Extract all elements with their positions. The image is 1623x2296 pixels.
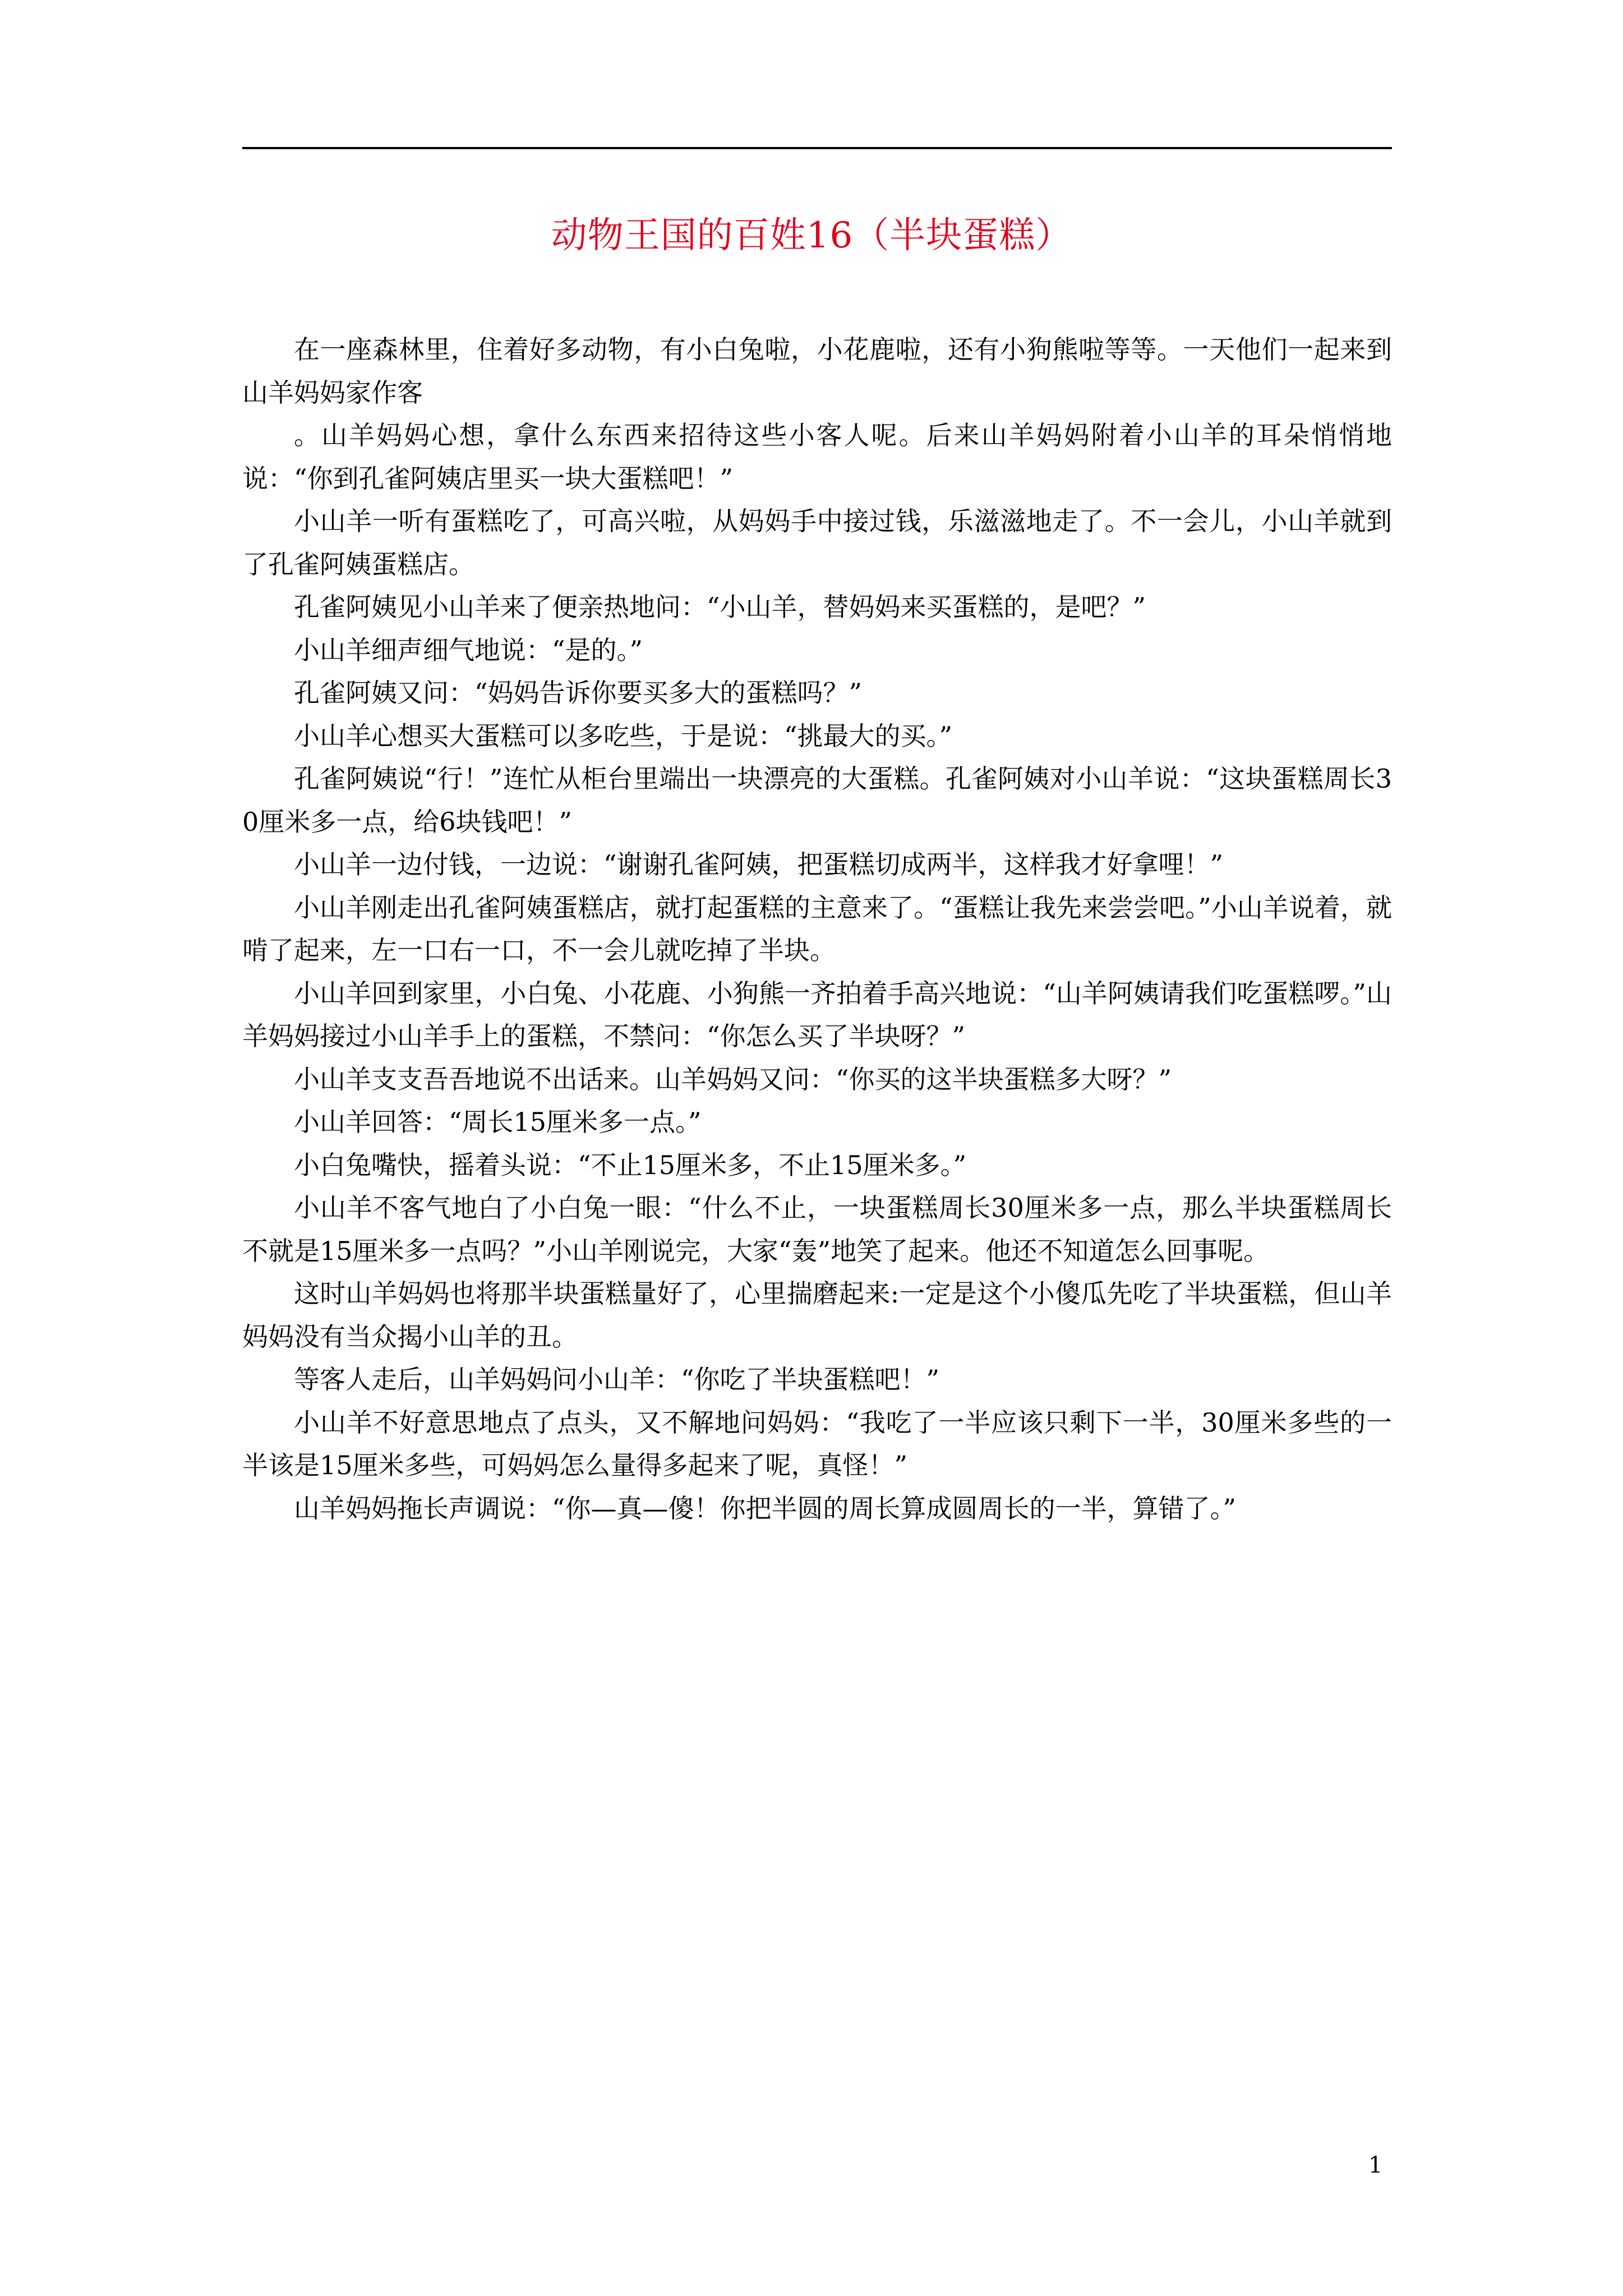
paragraph: 孔雀阿姨见小山羊来了便亲热地问：“小山羊，替妈妈来买蛋糕的，是吧？” — [294, 592, 1146, 622]
paragraph: 小山羊细声细气地说：“是的。” — [294, 634, 643, 665]
paragraph: 小山羊回到家里，小白兔、小花鹿、小狗熊一齐拍着手高兴地说：“山羊阿姨请我们吃蛋糕啰。”山羊妈妈接过小山羊手上的蛋糕，不禁问：“你怎么买了半块呀？” — [242, 978, 1392, 1051]
paragraph: 小山羊回答：“周长15厘米多一点。” — [294, 1107, 702, 1137]
paragraph: 这时山羊妈妈也将那半块蛋糕量好了，心里揣磨起来:一定是这个小傻瓜先吃了半块蛋糕，但山羊妈妈没有当众揭小山羊的丑。 — [242, 1278, 1392, 1352]
header-rule — [242, 147, 1392, 149]
paragraph: 孔雀阿姨说“行！”连忙从柜台里端出一块漂亮的大蛋糕。孔雀阿姨对小山羊说：“这块蛋糕周长30厘米多一点，给6块钱吧！” — [242, 763, 1392, 837]
paragraph: 等客人走后，山羊妈妈问小山羊：“你吃了半块蛋糕吧！” — [294, 1364, 940, 1395]
paragraph: 。山羊妈妈心想，拿什么东西来招待这些小客人呢。后来山羊妈妈附着小山羊的耳朵悄悄地说：“你到孔雀阿姨店里买一块大蛋糕吧！” — [242, 420, 1392, 494]
paragraph: 小白兔嘴快，摇着头说：“不止15厘米多，不止15厘米多。” — [294, 1149, 967, 1180]
paragraph: 小山羊不客气地白了小白兔一眼：“什么不止，一块蛋糕周长30厘米多一点，那么半块蛋糕周长不就是15厘米多一点吗？”小山羊刚说完，大家“轰”地笑了起来。他还不知道怎么回事呢。 — [242, 1193, 1392, 1266]
paragraph: 山羊妈妈拖长声调说：“你—真—傻！你把半圆的周长算成圆周长的一半，算错了。” — [294, 1493, 1237, 1524]
paragraph: 小山羊不好意思地点了点头，又不解地问妈妈：“我吃了一半应该只剩下一半，30厘米多些的一半该是15厘米多些，可妈妈怎么量得多起来了呢，真怪！” — [242, 1407, 1392, 1480]
paragraph: 小山羊刚走出孔雀阿姨蛋糕店，就打起蛋糕的主意来了。“蛋糕让我先来尝尝吧。”小山羊说着，就啃了起来，左一口右一口，不一会儿就吃掉了半块。 — [242, 892, 1392, 965]
paragraph: 小山羊心想买大蛋糕可以多吃些，于是说：“挑最大的买。” — [294, 720, 953, 751]
paragraph: 小山羊一边付钱，一边说：“谢谢孔雀阿姨，把蛋糕切成两半，这样我才好拿哩！” — [294, 849, 1224, 880]
paragraph: 在一座森林里，住着好多动物，有小白兔啦，小花鹿啦，还有小狗熊啦等等。一天他们一起来到山羊妈妈家作客 — [242, 334, 1392, 408]
page-number: 1 — [1368, 2152, 1383, 2178]
paragraph: 孔雀阿姨又问：“妈妈告诉你要买多大的蛋糕吗？” — [294, 678, 863, 708]
document-body — [242, 328, 1392, 1530]
paragraph: 小山羊支支吾吾地说不出话来。山羊妈妈又问：“你买的这半块蛋糕多大呀？” — [294, 1064, 1172, 1094]
document-title: 动物王国的百姓16（半块蛋糕） — [551, 215, 1072, 256]
paragraph: 小山羊一听有蛋糕吃了，可高兴啦，从妈妈手中接过钱，乐滋滋地走了。不一会儿，小山羊就到了孔雀阿姨蛋糕店。 — [242, 506, 1392, 579]
